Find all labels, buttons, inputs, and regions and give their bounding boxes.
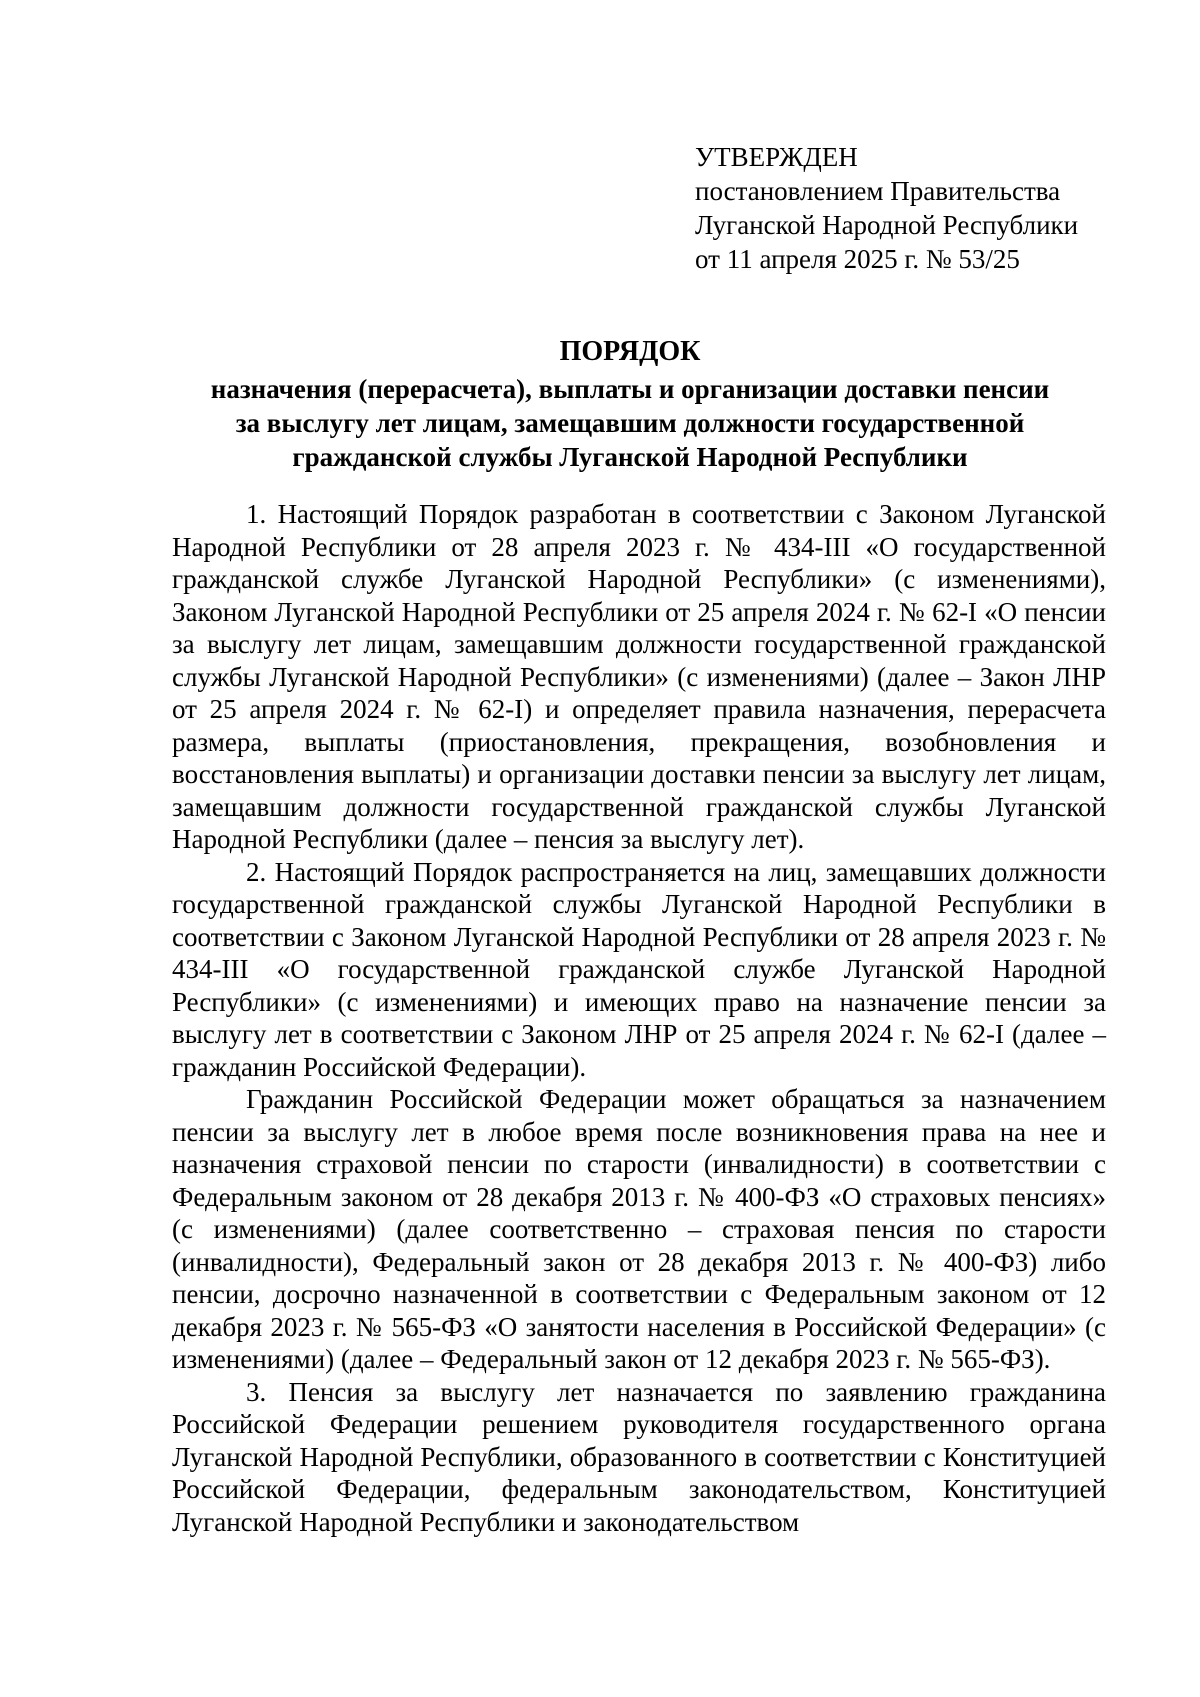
approval-authority-line: Луганской Народной Республики	[695, 210, 1079, 240]
paragraph-2-continued: Гражданин Российской Федерации может обращаться за назначением пенсии за выслугу лет в любое время после возникновения права на нее и назначения страховой пенсии по старости (инвалидности) в соответствии с Федеральным законом от 28 декабря 2013 г. № 400-ФЗ «О страховых пенсиях» (с изменениями) (далее соответственно – страховая пенсия по старости (инвалидности), Федеральный закон от 28 декабря 2013 г. № 400-ФЗ) либо пенсии, досрочно назначенной в соответствии с Федеральным законом от 12 декабря 2023 г. № 565-ФЗ «О занятости населения в Российской Федерации» (с изменениями) (далее – Федеральный закон от 12 декабря 2023 г. № 565-ФЗ).	[172, 1084, 1106, 1374]
paragraph-3: 3. Пенсия за выслугу лет назначается по заявлению гражданина Российской Федерации решением руководителя государственного органа Луганской Народной Республики, образованного в соответствии с Конституцией Российской Федерации, федеральным законодательством, Конституцией Луганской Народной Республики и законодательством	[172, 1376, 1106, 1537]
paragraph-2: 2. Настоящий Порядок распространяется на лиц, замещавших должности государственной гражданской службы Луганской Народной Республики в соответствии с Законом Луганской Народной Республики от 28 апреля 2023 г. № 434-III «О государственной гражданской службе Луганской Народной Республики» (с изменениями) и имеющих право на назначение пенсии за выслугу лет в соответствии с Законом ЛНР от 25 апреля 2024 г. № 62-I (далее – гражданин Российской Федерации).	[172, 856, 1106, 1082]
approval-stamp-block	[695, 140, 1078, 276]
document-title: ПОРЯДОК	[559, 336, 701, 367]
approval-date-number: от 11 апреля 2025 г. № 53/25	[695, 244, 1020, 274]
document-title-block	[170, 334, 1090, 474]
document-subtitle-line-2: за выслугу лет лицам, замещавшим должности государственной	[235, 408, 1025, 438]
document-body	[172, 498, 1106, 1538]
approval-resolution-line: постановлением Правительства	[695, 176, 1061, 206]
approval-heading: УТВЕРЖДЕН	[695, 142, 858, 172]
document-subtitle-line-1: назначения (перерасчета), выплаты и организации доставки пенсии	[210, 374, 1050, 404]
document-subtitle-line-3: гражданской службы Луганской Народной Республики	[292, 442, 968, 472]
paragraph-1: 1. Настоящий Порядок разработан в соответствии с Законом Луганской Народной Республики от 28 апреля 2023 г. № 434-III «О государственной гражданской службе Луганской Народной Республики» (с изменениями), Законом Луганской Народной Республики от 25 апреля 2024 г. № 62-I «О пенсии за выслугу лет лицам, замещавшим должности государственной гражданской службы Луганской Народной Республики» (с изменениями) (далее – Закон ЛНР от 25 апреля 2024 г. № 62-I) и определяет правила назначения, перерасчета размера, выплаты (приостановления, прекращения, возобновления и восстановления выплаты) и организации доставки пенсии за выслугу лет лицам, замещавшим должности государственной гражданской службы Луганской Народной Республики (далее – пенсия за выслугу лет).	[172, 499, 1106, 854]
